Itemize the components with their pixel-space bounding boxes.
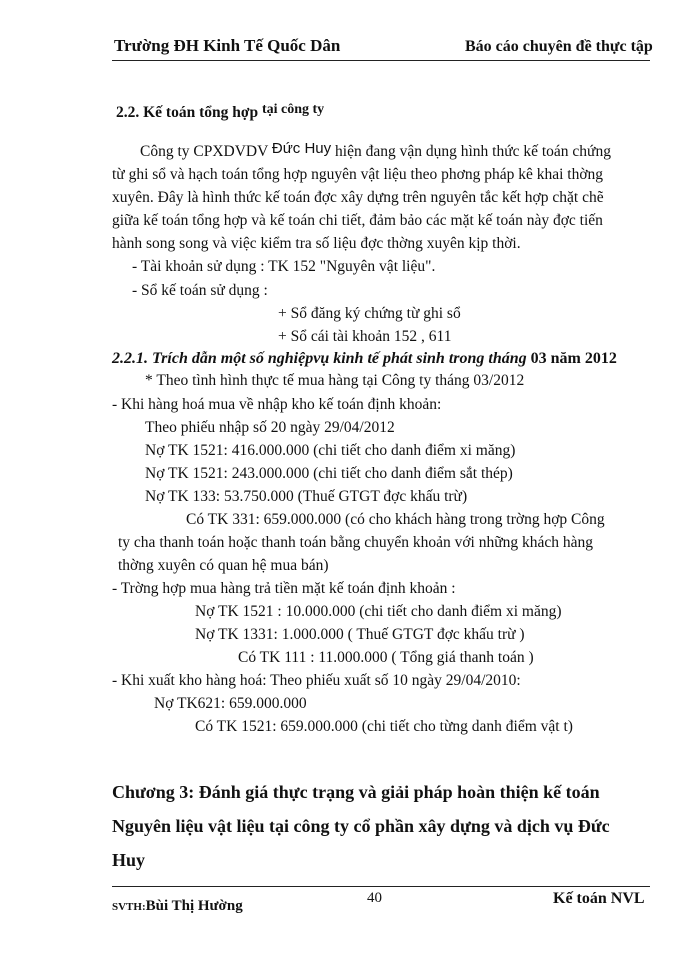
entry-line-12: Có TK 111 : 11.000.000 ( Tổng giá thanh toán ) — [238, 649, 534, 666]
section-2-2-heading — [116, 104, 324, 122]
entry-line-13: - Khi xuất kho hàng hoá: Theo phiếu xuất số 10 ngày 29/04/2010: — [112, 672, 521, 689]
entry-line-11: Nợ TK 1331: 1.000.000 ( Thuế GTGT đợc khấu trừ ) — [195, 626, 525, 643]
entry-line-08: thờng xuyên có quan hệ mua bán) — [118, 557, 329, 574]
paragraph-line-1 — [140, 140, 611, 161]
entry-line-09: - Trờng hợp mua hàng trả tiền mặt kế toán định khoản : — [112, 580, 456, 597]
entry-line-15: Có TK 1521: 659.000.000 (chi tiết cho từng danh điểm vật t) — [195, 718, 573, 735]
paragraph-line-5: hành song song và việc kiểm tra số liệu đợc thờng xuyên kịp thời. — [112, 235, 521, 252]
section-2-2-1-heading — [112, 350, 617, 368]
header-rule — [112, 60, 650, 61]
svth-label: SVTH: — [112, 901, 146, 913]
page-number: 40 — [367, 890, 382, 906]
entry-line-01: - Khi hàng hoá mua về nhập kho kế toán định khoản: — [112, 396, 442, 413]
entry-line-04: Nợ TK 1521: 243.000.000 (chi tiết cho danh điểm sắt thép) — [145, 465, 513, 482]
entry-line-03: Nợ TK 1521: 416.000.000 (chi tiết cho danh điểm xi măng) — [145, 442, 516, 459]
paragraph-line-1-rest: hiện đang vận dụng hình thức kế toán chứng — [335, 143, 611, 160]
section-2-2-1-heading-date: 03 năm 2012 — [530, 350, 617, 367]
section-heading-suffix: tại công ty — [261, 102, 325, 117]
book-item-2: + Sổ cái tài khoản 152 , 611 — [278, 328, 452, 345]
footer-department: Kế toán NVL — [553, 890, 645, 907]
entry-line-14: Nợ TK621: 659.000.000 — [154, 695, 307, 712]
account-used-line: - Tài khoản sử dụng : TK 152 "Nguyên vật liệu". — [132, 258, 436, 275]
entry-line-05: Nợ TK 133: 53.750.000 (Thuế GTGT đợc khấu trừ) — [145, 488, 468, 505]
chapter-3-title-line-1: Chương 3: Đánh giá thực trạng và giải pháp hoàn thiện kế toán — [112, 782, 600, 802]
company-handwritten-name: Đức Huy — [271, 140, 332, 157]
entry-line-06: Có TK 331: 659.000.000 (có cho khách hàng trong trờng hợp Công — [186, 511, 605, 528]
entry-line-07: ty cha thanh toán hoặc thanh toán bằng chuyển khoản với những khách hàng — [118, 534, 594, 551]
chapter-3-title-line-3: Huy — [112, 850, 146, 870]
books-used-line: - Sổ kế toán sử dụng : — [132, 282, 268, 299]
header-university: Trường ĐH Kinh Tế Quốc Dân — [114, 36, 341, 55]
footer-student — [112, 898, 243, 915]
student-name: Bùi Thị Hường — [145, 898, 243, 914]
book-item-1: + Sổ đăng ký chứng từ ghi sổ — [278, 305, 461, 322]
entry-line-02: Theo phiếu nhập số 20 ngày 29/04/2012 — [145, 419, 395, 436]
company-name-text: Công ty CPXDVDV — [140, 143, 269, 160]
entry-line-10: Nợ TK 1521 : 10.000.000 (chi tiết cho danh điểm xi măng) — [195, 603, 562, 620]
paragraph-line-2: từ ghi sổ và hạch toán tổng hợp nguyên vật liệu theo phơng pháp kê khai thờng — [112, 166, 604, 183]
section-heading-text: 2.2. Kế toán tổng hợp — [116, 104, 259, 121]
footer-rule — [112, 886, 650, 887]
paragraph-line-3: xuyên. Đây là hình thức kế toán đợc xây dựng trên nguyên tắc kết hợp chặt chẽ — [112, 189, 604, 206]
section-2-2-1-heading-text: 2.2.1. Trích dẫn một số nghiệpvụ kinh tế phát sinh trong tháng — [112, 350, 527, 367]
section-note: * Theo tình hình thực tế mua hàng tại Công ty tháng 03/2012 — [145, 372, 525, 389]
chapter-3-title-line-2: Nguyên liệu vật liệu tại công ty cổ phần xây dựng và dịch vụ Đức — [112, 816, 610, 836]
paragraph-line-4: giữa kế toán tổng hợp và kế toán chi tiết, đảm bảo các mặt kế toán này đợc tiến — [112, 212, 603, 229]
header-report-title: Báo cáo chuyên đề thực tập — [465, 38, 653, 55]
